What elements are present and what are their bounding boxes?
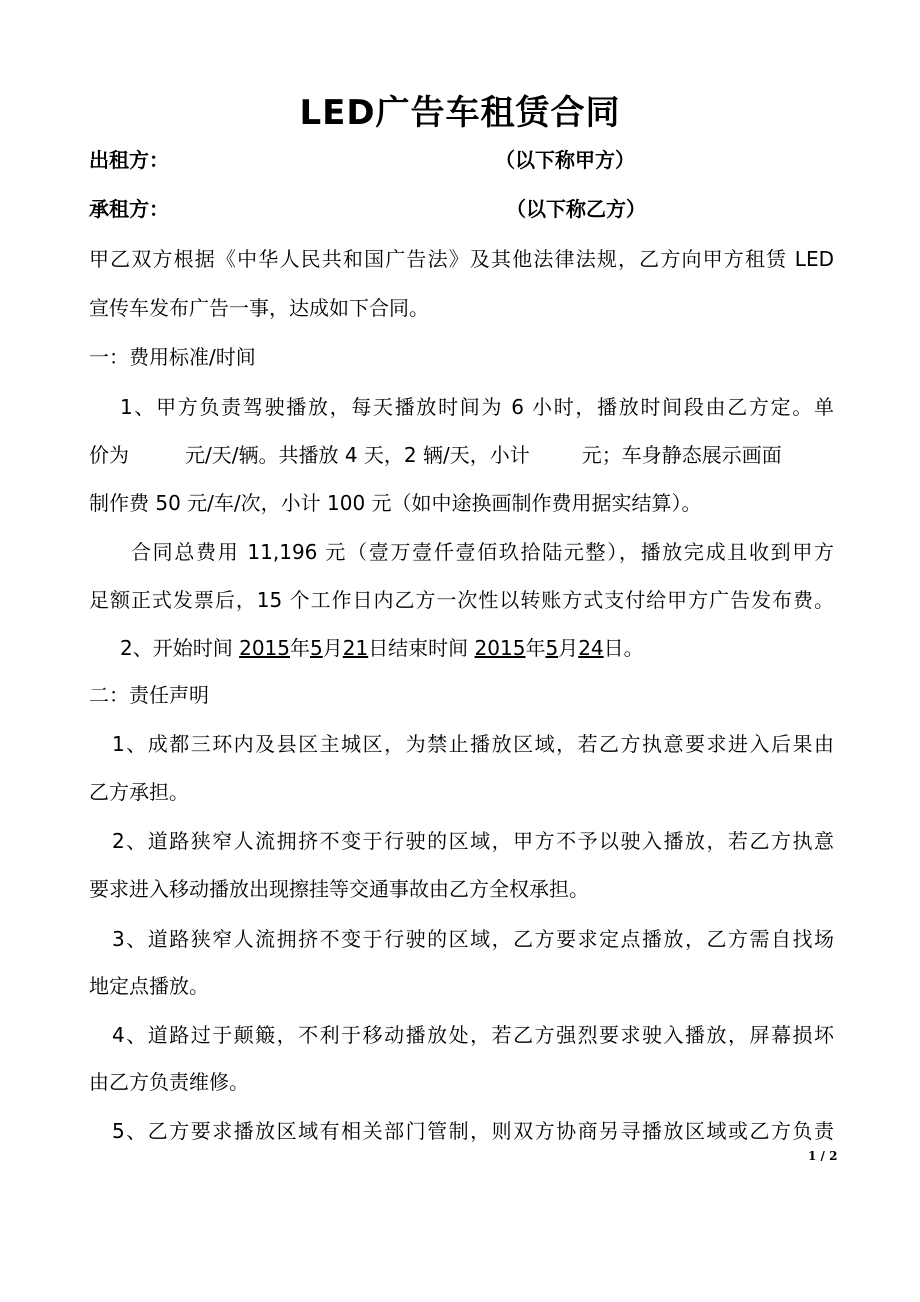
item-1-price-line <box>89 440 834 470</box>
lessor-label: 出租方： <box>89 148 169 172</box>
section-2-heading: 二：责任声明 <box>89 683 209 707</box>
clause-3-line-1: 3、道路狭窄人流拥挤不变于行驶的区域，乙方要求定点播放，乙方需自找场 <box>112 927 834 951</box>
display-fee-text: 元；车身静态展示画面 <box>581 443 782 467</box>
end-year: 2015 <box>474 636 526 660</box>
clause-2-line-1: 2、道路狭窄人流拥挤不变于行驶的区域，甲方不予以驶入播放，若乙方执意 <box>112 829 834 853</box>
clause-4-line-1: 4、道路过于颠簸，不利于移动播放处，若乙方强烈要求驶入播放，屏幕损坏 <box>112 1023 834 1047</box>
item-1-line-1: 1、甲方负责驾驶播放，每天播放时间为 6 小时，播放时间段由乙方定。单 <box>120 395 834 419</box>
start-month: 5 <box>310 636 323 660</box>
start-year: 2015 <box>239 636 290 660</box>
total-line-1: 合同总费用 11,196 元（壹万壹仟壹佰玖拾陆元整），播放完成且收到甲方 <box>131 540 834 564</box>
end-day: 24 <box>578 636 604 660</box>
lessee-label: 承租方： <box>89 197 169 221</box>
section-1-heading: 一：费用标准/时间 <box>89 345 256 369</box>
clause-1-line-2: 乙方承担。 <box>89 780 189 804</box>
item-2-dates: 2、开始时间 2015年5月21日结束时间 2015年5月24日。 <box>120 636 644 660</box>
price-label: 价为 <box>89 443 129 467</box>
price-unit-text: 元/天/辆。共播放 4 天，2 辆/天，小计 <box>185 443 530 467</box>
clause-5-line-1: 5、乙方要求播放区域有相关部门管制，则双方协商另寻播放区域或乙方负责 <box>112 1119 834 1143</box>
clause-1-line-1: 1、成都三环内及县区主城区，为禁止播放区域，若乙方执意要求进入后果由 <box>112 732 834 756</box>
lessor-note: （以下称甲方） <box>495 148 635 172</box>
start-day: 21 <box>342 636 369 660</box>
clause-3-line-2: 地定点播放。 <box>89 974 209 998</box>
total-line-2: 足额正式发票后，15 个工作日内乙方一次性以转账方式支付给甲方广告发布费。 <box>89 588 834 612</box>
intro-line-1: 甲乙双方根据《中华人民共和国广告法》及其他法律法规，乙方向甲方租赁 LED <box>89 247 834 271</box>
clause-4-line-2: 由乙方负责维修。 <box>89 1070 249 1094</box>
document-title: LED广告车租赁合同 <box>299 93 621 133</box>
clause-2-line-2: 要求进入移动播放出现擦挂等交通事故由乙方全权承担。 <box>89 877 589 901</box>
end-month: 5 <box>545 636 559 660</box>
page-number: 1 / 2 <box>808 1149 838 1163</box>
intro-line-2: 宣传车发布广告一事，达成如下合同。 <box>89 296 429 320</box>
lessee-note: （以下称乙方） <box>506 197 646 221</box>
item-1-line-3: 制作费 50 元/车/次，小计 100 元（如中途换画制作费用据实结算）。 <box>89 491 702 515</box>
